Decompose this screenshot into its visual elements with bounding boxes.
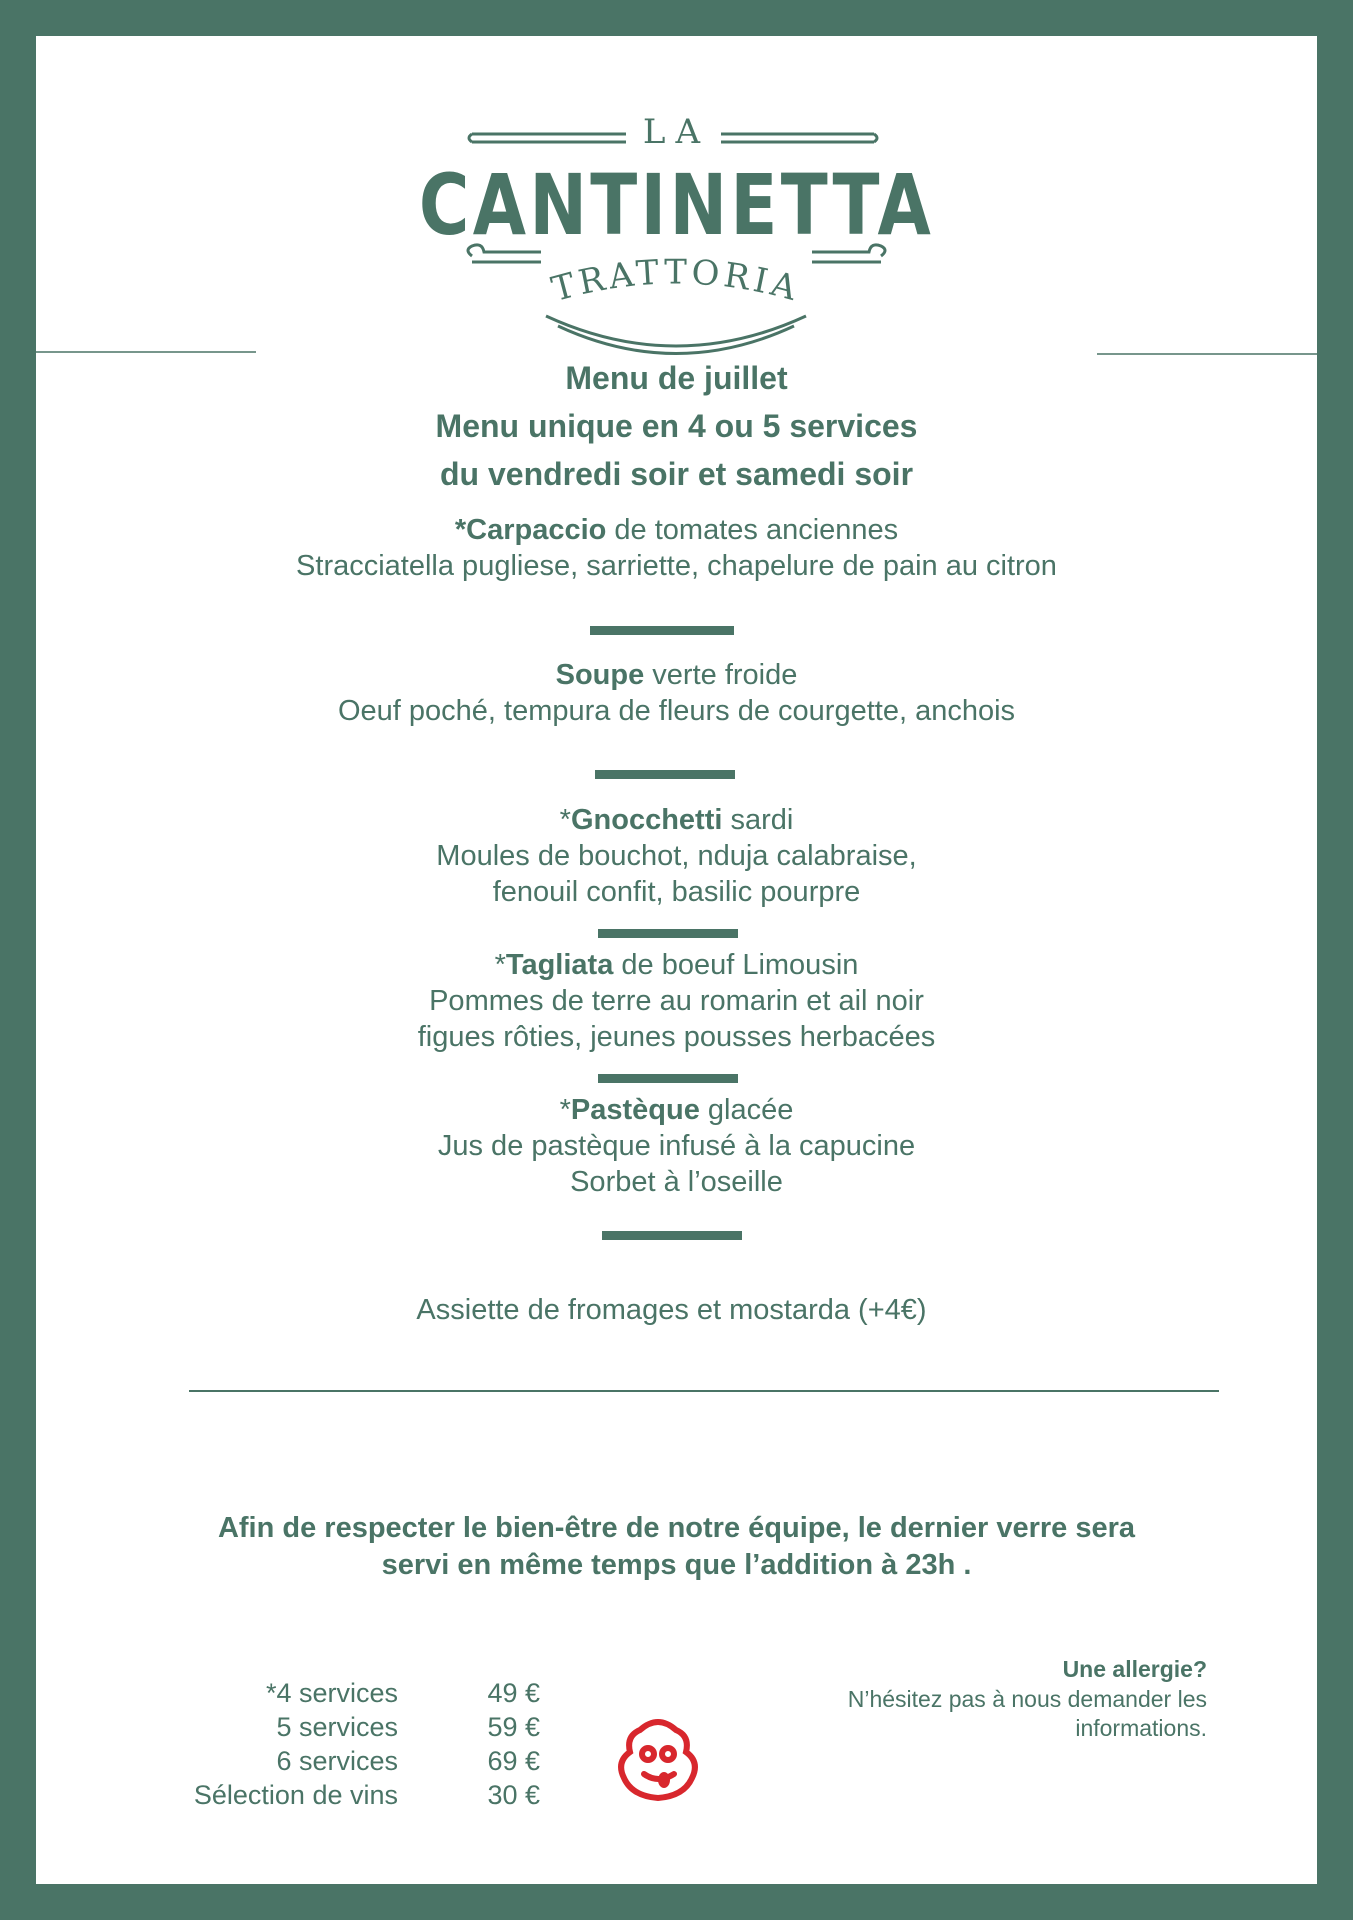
menu-page [36,36,1317,1884]
price-label: 5 services [276,1712,398,1742]
logo-la: LA [642,112,711,152]
separator [598,1074,738,1083]
dish-tagliata [36,947,1317,1055]
dish-title: *Pastèque glacée [559,1094,794,1126]
separator [595,770,735,779]
michelin-bib-gourmand-icon [610,1710,706,1806]
logo-cantinetta: CANTINETTA [418,156,935,254]
separator [590,626,734,635]
dish-pasteque [36,1092,1317,1200]
menu-title: Menu de juillet [565,360,788,396]
dish-description: Jus de pastèque infusé à la capucine [437,1130,916,1162]
dish-description: Sorbet à l’oseille [570,1166,783,1198]
price-value: 69 € [487,1746,540,1776]
dish-description: Moules de bouchot, nduja calabraise, [436,840,917,872]
price-label: *4 services [265,1678,398,1708]
dish-title: *Carpaccio de tomates anciennes [454,514,899,546]
section-divider [189,1390,1219,1392]
dish-description: Pommes de terre au romarin et ail noir [429,985,924,1017]
logo-trattoria: TRATTORIA [547,252,805,310]
allergy-text-2: informations. [1075,1715,1207,1741]
separator [602,1231,742,1240]
price-label: 6 services [276,1746,398,1776]
price-value: 59 € [487,1712,540,1742]
dish-description: Stracciatella pugliese, sarriette, chapelure de pain au citron [296,550,1057,582]
notice-line-1: Afin de respecter le bien-être de notre équipe, le dernier verre sera [217,1512,1136,1544]
dish-soupe [36,657,1317,729]
dish-title: Soupe verte froide [555,659,798,691]
separator [598,929,738,938]
dish-title: *Tagliata de boeuf Limousin [494,949,859,981]
notice-line-2: servi en même temps que l’addition à 23h . [381,1549,972,1581]
allergy-title: Une allergie? [1062,1656,1207,1682]
dish-description: figues rôties, jeunes pousses herbacées [417,1021,936,1053]
cheese-extra: Assiette de fromages et mostarda (+4€) [416,1294,927,1326]
allergy-text-1: N’hésitez pas à nous demander les [847,1686,1207,1712]
dish-description: Oeuf poché, tempura de fleurs de courgette, anchois [337,695,1016,727]
dish-title: *Gnocchetti sardi [559,804,794,836]
price-value: 30 € [487,1780,540,1810]
dish-description: fenouil confit, basilic pourpre [492,876,861,908]
menu-schedule: du vendredi soir et samedi soir [439,456,914,492]
dish-gnocchetti [36,802,1317,910]
menu-subtitle: Menu unique en 4 ou 5 services [435,408,918,444]
dish-carpaccio [36,512,1317,584]
price-value: 49 € [487,1678,540,1708]
price-label: Sélection de vins [193,1780,398,1810]
